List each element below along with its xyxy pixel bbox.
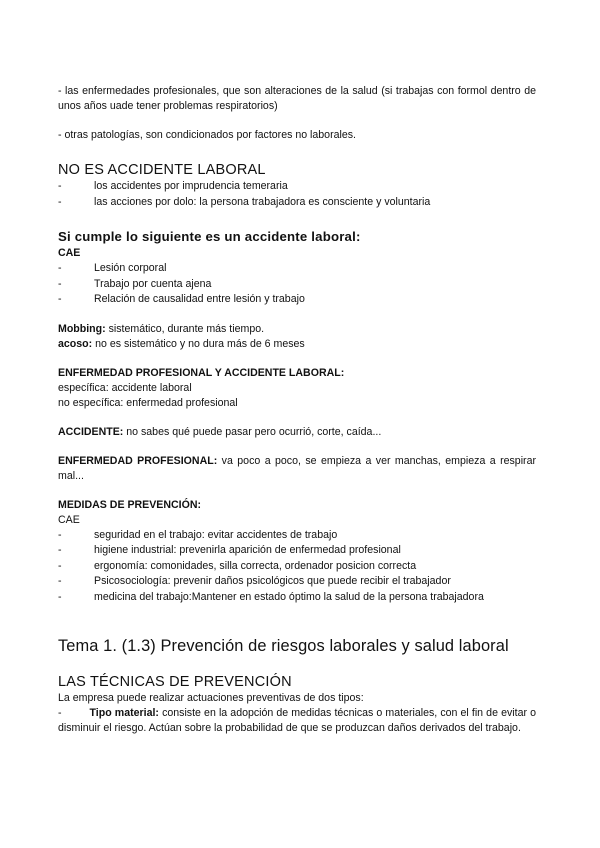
list-item: - Trabajo por cuenta ajena — [58, 277, 212, 290]
list-item: - Lesión corporal — [58, 262, 167, 274]
list-item: - los accidentes por imprudencia temeraria — [58, 180, 288, 192]
list-item: - las acciones por dolo: la persona trabajadora es consciente y voluntaria — [58, 195, 431, 208]
enf-acc-line-2: no específica: enfermedad profesional — [58, 396, 238, 409]
tema-heading: Tema 1. (1.3) Prevención de riesgos laborales y salud laboral — [58, 637, 509, 655]
no-accidente-heading: NO ES ACCIDENTE LABORAL — [58, 162, 266, 178]
enf-acc-heading: ENFERMEDAD PROFESIONAL Y ACCIDENTE LABORAL: — [58, 366, 345, 379]
acoso-definition: acoso: no es sistemático y no dura más de 6 meses — [58, 337, 305, 350]
intro-paragraph-2: - otras patologías, son condicionados por factores no laborales. — [58, 129, 356, 141]
tipo-material-paragraph: - Tipo material: consiste en la adopción de medidas técnicas o materiales, con el fin de evitar o disminuir el riesgo. Actúan sobre la probabilidad de que se produzcan daños derivados del trabajo. — [58, 707, 536, 734]
tecnicas-intro: La empresa puede realizar actuaciones preventivas de dos tipos: — [58, 692, 364, 704]
list-item: - seguridad en el trabajo: evitar accidentes de trabajo — [58, 528, 338, 541]
tecnicas-heading: LAS TÉCNICAS DE PREVENCIÓN — [58, 674, 292, 690]
cumple-list — [58, 261, 536, 308]
accidente-definition: ACCIDENTE: no sabes qué puede pasar pero ocurrió, corte, caída... — [58, 425, 382, 438]
list-item: - ergonomía: comonidades, silla correcta, ordenador posicion correcta — [58, 559, 417, 572]
medidas-heading: MEDIDAS DE PREVENCIÓN: — [58, 498, 202, 511]
medidas-subheading: CAE — [58, 513, 80, 526]
medidas-list — [58, 528, 536, 606]
document-page — [58, 84, 536, 736]
mobbing-definition: Mobbing: sistemático, durante más tiempo. — [58, 322, 265, 335]
list-item: - Relación de causalidad entre lesión y trabajo — [58, 293, 305, 305]
list-item: - medicina del trabajo:Mantener en estado óptimo la salud de la persona trabajadora — [58, 590, 484, 603]
cumple-subheading: CAE — [58, 247, 81, 259]
cumple-heading: Si cumple lo siguiente es un accidente laboral: — [58, 229, 361, 244]
no-accidente-list — [58, 179, 536, 210]
enfermedad-definition: ENFERMEDAD PROFESIONAL: va poco a poco, se empieza a ver manchas, empieza a respirar mal... — [58, 454, 537, 482]
list-item: - higiene industrial: prevenirla aparición de enfermedad profesional — [58, 544, 401, 556]
enf-acc-line-1: específica: accidente laboral — [58, 381, 192, 394]
intro-paragraph-1: - las enfermedades profesionales, que son alteraciones de la salud (si trabajas con formol dentro de unos años uade tener problemas respiratorios) — [58, 85, 536, 112]
list-item: - Psicosociología: prevenir daños psicológicos que puede recibir el trabajador — [58, 575, 451, 587]
